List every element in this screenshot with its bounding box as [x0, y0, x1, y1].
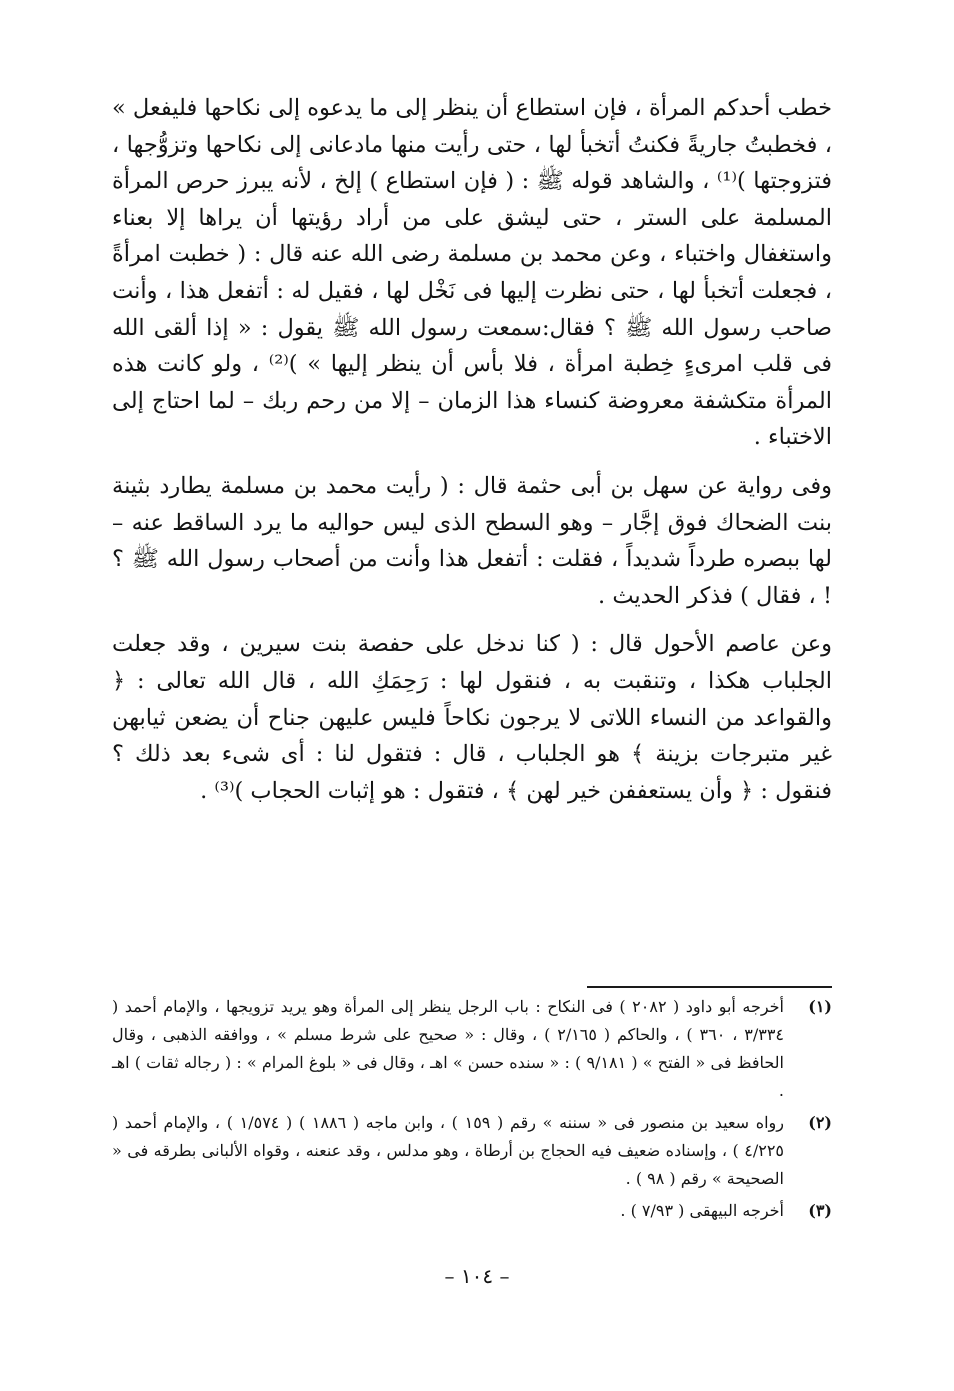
main-text [112, 90, 832, 809]
footnote-number: (٢) [808, 1113, 832, 1132]
footnote-text: أخرجه البيهقى ( ٧/٩٣ ) . [620, 1201, 784, 1220]
footnote-divider [587, 986, 832, 988]
footnote-3 [112, 1197, 832, 1225]
footnote-number: (٣) [808, 1201, 832, 1220]
paragraph-1: خطب أحدكم المرأة ، فإن استطاع أن ينظر إلى ما يدعوه إلى نكاحها فليفعل » ، فخطبتُ جاريةً فكنتُ أتخبأ لها ، حتى رأيت منها مادعانى إلى نكاحها وتزوُّجها ، فتزوجتها )⁽¹⁾ ، والشاهد قوله ﷺ : ( فإن استطاع ) إلخ ، لأنه يبرز حرص المرأة المسلمة على الستر ، حتى ليشق على من أراد رؤيتها أن يراها إلا بعناء واستغفال واختباء ، وعن محمد بن مسلمة رضى الله عنه قال : ( خطبت امرأةً ، فجعلت أتخبأ لها ، حتى نظرت إليها فى نَخْل لها ، فقيل له : أتفعل هذا ، وأنت صاحب رسول الله ﷺ ؟ فقال:سمعت رسول الله ﷺ يقول : « إذا ألقى الله فى قلب امرىءٍ خِطبة امرأة ، فلا بأس أن ينظر إليها » )⁽²⁾ ، ولو كانت هذه المرأة متكشفة معروضة كنساء هذا الزمان – إلا من رحم ربك – لما احتاج إلى الاختباء . [112, 95, 832, 451]
footnote-text: أخرجه أبو داود ( ٢٠٨٢ ) فى النكاح : باب الرجل ينظر إلى المرأة وهو يريد تزويجها ، والإمام أحمد ( ٣/٣٣٤ ، ٣٦٠ ) ، والحاكم ( ٢/١٦٥ ) ، وقال : « صحيح على شرط مسلم » ، ووافقه الذهبى ، وقال الحافظ فى « الفتح » ( ٩/١٨١ ) : « سنده حسن » اهـ ، وقال فى « بلوغ المرام » : ( رجاله ثقات ) اهـ . [112, 997, 785, 1100]
footnote-number: (١) [808, 997, 832, 1016]
footnote-2 [112, 1109, 832, 1193]
page-number: – ١٠٤ – [444, 1264, 510, 1288]
footnote-1 [112, 993, 832, 1105]
footnote-text: رواه سعيد بن منصور فى « سننه » رقم ( ١٥٩ ) ، وابن ماجه ( ١٨٨٦ ) ( ١/٥٧٤ ) ، والإمام أحمد ( ٤/٢٢٥ ) ، وإسناده ضعيف فيه الحجاج بن أرطاة ، وهو مدلس ، وقد عنعنه ، وقواه الألبانى بطرقه فى « الصحيحة » رقم ( ٩٨ ) . [112, 1113, 785, 1188]
paragraph-3: وعن عاصم الأحول قال : ( كنا ندخل على حفصة بنت سيرين ، وقد جعلت الجلباب هكذا ، وتنقبت به ، فنقول لها : رَحِمَكِ الله ، قال الله تعالى : ﴿ والقواعد من النساء اللاتى لا يرجون نكاحاً فليس عليهن جناح أن يضعن ثيابهن غير متبرجات بزينة ﴾ هو الجلباب ، قال : فتقول لنا : أى شىء بعد ذلك ؟ فنقول : ﴿ وأن يستعففن خير لهن ﴾ ، فتقول : هو إثبات الحجاب )⁽³⁾ . [112, 631, 832, 804]
footnotes [112, 993, 832, 1229]
paragraph-2: وفى رواية عن سهل بن أبى حثمة قال : ( رأيت محمد بن مسلمة يطارد بثينة بنت الضحاك فوق إجَّار – وهو السطح الذى ليس حواليه ما يرد الساقط عنه – لها ببصره طرداً شديداً ، فقلت : أتفعل هذا وأنت من أصحاب رسول الله ﷺ ؟ ! ، فقال ) فذكر الحديث . [112, 472, 832, 609]
